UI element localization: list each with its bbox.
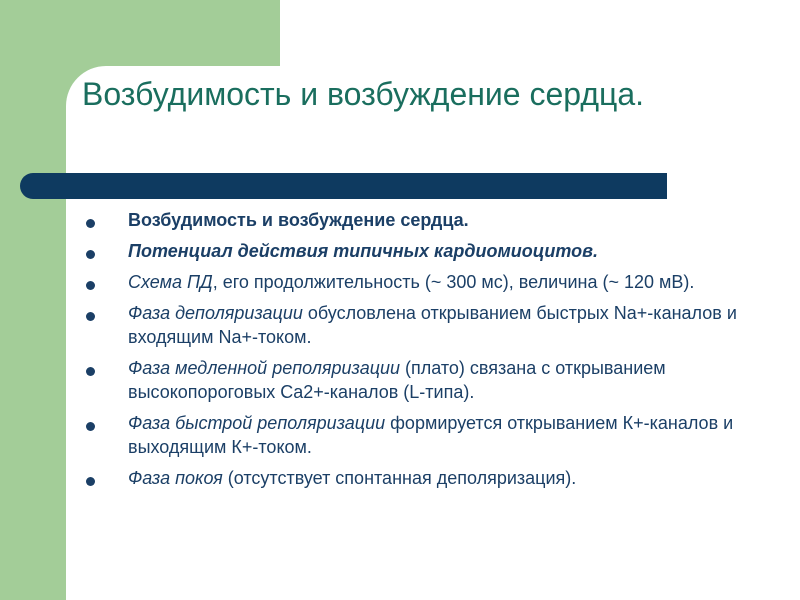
bullet-emphasis: Фаза медленной реполяризации	[128, 358, 401, 378]
bullet-item	[84, 411, 764, 459]
bullet-emphasis: Фаза быстрой реполяризации	[128, 413, 386, 433]
bullet-text: (отсутствует спонтанная деполяризация).	[222, 468, 577, 488]
bullet-dot-icon	[86, 477, 95, 486]
bullet-item	[84, 356, 764, 404]
bullet-item	[84, 270, 764, 294]
bullet-dot-icon	[86, 312, 95, 321]
bullet-list	[84, 208, 764, 497]
bullet-emphasis: Фаза покоя	[128, 468, 223, 488]
bullet-dot-icon	[86, 250, 95, 259]
bullet-text: (плато) связана с открыванием высокопороговых Ca2+-каналов (L-типа).	[128, 358, 666, 402]
bullet-text: формируется открыванием К+-каналов и выходящим К+-током.	[128, 413, 734, 457]
bullet-emphasis: Схема ПД	[128, 272, 213, 292]
bullet-item	[84, 301, 764, 349]
bullet-dot-icon	[86, 422, 95, 431]
bullet-text: Возбудимость и возбуждение сердца.	[128, 210, 469, 230]
bullet-dot-icon	[86, 219, 95, 228]
title-divider-bar	[20, 173, 667, 199]
top-accent-block	[0, 0, 280, 66]
bullet-text: Потенциал действия типичных кардиомиоцитов.	[128, 241, 599, 261]
bullet-item	[84, 466, 764, 490]
bullet-emphasis: Фаза деполяризации	[128, 303, 303, 323]
bullet-dot-icon	[86, 367, 95, 376]
bullet-text: обусловлена открыванием быстрых Na+-каналов и входящим Na+-током.	[128, 303, 737, 347]
bullet-item	[84, 239, 764, 263]
bullet-text: , его продолжительность (~ 300 мс), величина (~ 120 мВ).	[212, 272, 695, 292]
slide-title: Возбудимость и возбуждение сердца.	[82, 76, 645, 112]
bullet-item	[84, 208, 764, 232]
left-accent-bar	[0, 0, 66, 600]
bullet-dot-icon	[86, 281, 95, 290]
